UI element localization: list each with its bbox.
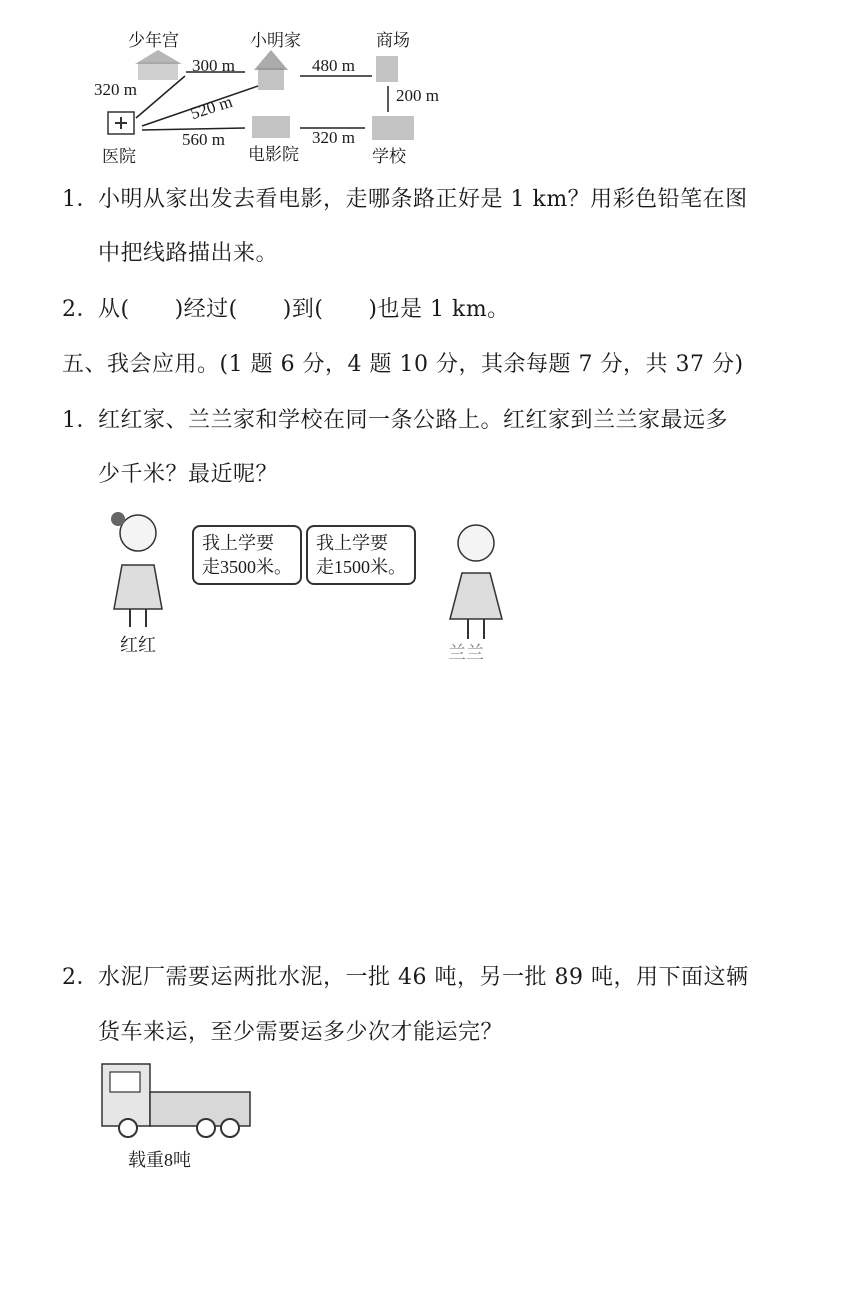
truck-icon	[96, 1060, 256, 1140]
label-hospital: 医院	[102, 147, 136, 166]
dist-hospital-palace: 320 m	[94, 80, 137, 99]
label-youth-palace: 少年宫	[128, 31, 179, 50]
q1-line1: 小明从家出发去看电影，走哪条路正好是 1 km？用彩色铅笔在图	[98, 187, 748, 212]
p1-line1: 红红家、兰兰家和学校在同一条公路上。红红家到兰兰家最远多	[98, 408, 729, 433]
dist-home-mall: 480 m	[312, 56, 355, 75]
p2-number: 2．	[62, 965, 99, 990]
bubble-left-line2: 走3500米。	[202, 557, 292, 577]
label-mall: 商场	[376, 31, 410, 50]
p2-line1: 水泥厂需要运两批水泥，一批 46 吨，另一批 89 吨，用下面这辆	[98, 965, 749, 990]
cinema-icon	[252, 116, 290, 138]
girl-right-name: 兰兰	[448, 643, 484, 663]
girl-right-icon	[436, 515, 516, 645]
label-home: 小明家	[250, 31, 301, 50]
label-school: 学校	[372, 147, 406, 166]
bubble-right-line2: 走1500米。	[316, 557, 406, 577]
line-hospital-palace	[136, 76, 185, 118]
truck-caption: 载重8吨	[128, 1150, 191, 1170]
p1-number: 1．	[62, 408, 99, 433]
dist-mall-school: 200 m	[396, 86, 439, 105]
q2-text: 从( )经过( )到( )也是 1 km。	[98, 297, 510, 322]
youth-palace-icon	[135, 50, 182, 80]
girl-left-name: 红红	[120, 635, 156, 655]
truck-illustration	[96, 1060, 256, 1170]
bubble-right-line1: 我上学要	[316, 533, 388, 553]
q1-number: 1．	[62, 187, 99, 212]
school-icon	[372, 116, 414, 140]
section-heading: 五、我会应用。(1 题 6 分，4 题 10 分，其余每题 7 分，共 37 分)	[62, 352, 744, 377]
bubble-right	[306, 525, 416, 585]
q2-number: 2．	[62, 297, 99, 322]
dist-palace-home: 300 m	[192, 56, 235, 75]
mall-icon	[376, 56, 398, 82]
dist-cinema-school: 320 m	[312, 128, 355, 147]
p2-line2: 货车来运，至少需要运多少次才能运完？	[98, 1020, 504, 1045]
bubble-left	[192, 525, 302, 585]
label-cinema: 电影院	[248, 145, 299, 164]
home-icon	[254, 50, 288, 90]
dist-hospital-home: 520 m	[187, 91, 235, 124]
route-map	[90, 20, 470, 170]
hospital-icon	[108, 112, 134, 134]
p1-line2: 少千米？最近呢？	[98, 462, 279, 487]
bubble-left-line1: 我上学要	[202, 533, 274, 553]
girls-illustration	[100, 505, 520, 665]
girl-left-icon	[100, 505, 180, 635]
q1-line2: 中把线路描出来。	[98, 241, 279, 266]
dist-hospital-cinema: 560 m	[182, 130, 225, 149]
